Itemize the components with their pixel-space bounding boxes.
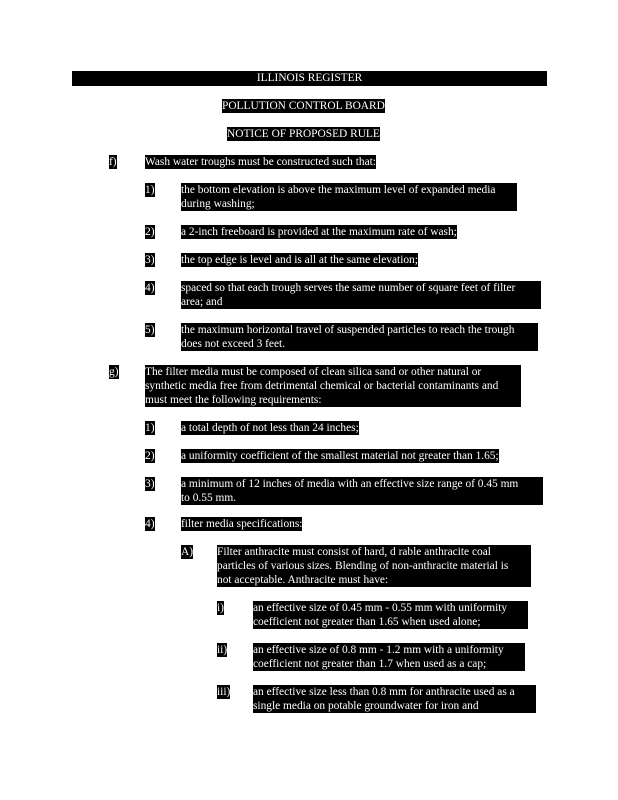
text-line: the bottom elevation is above the maximum level of expanded media (181, 184, 496, 196)
text-line: not acceptable. Anthracite must have: (217, 574, 389, 586)
f-item-1-text (181, 183, 517, 211)
section-g-label: g) (109, 366, 119, 378)
section-f-label: f) (109, 156, 117, 168)
g-item-3-label: 3) (145, 478, 155, 490)
text-line: does not exceed 3 feet. (181, 338, 286, 350)
sub-a-item-iii-label: iii) (217, 686, 231, 698)
header-rule (72, 85, 547, 86)
text-line: an effective size of 0.8 mm - 1.2 mm with a uniformity (253, 644, 504, 656)
f-item-4-text (181, 281, 541, 309)
text-line: a minimum of 12 inches of media with an effective size range of 0.45 mm (181, 478, 519, 490)
sub-a-item-ii-text (253, 643, 525, 671)
g-item-2-text: a uniformity coefficient of the smallest material not greater than 1.65; (181, 450, 499, 462)
g-item-4-text: filter media specifications: (181, 518, 303, 530)
f-item-3-label: 3) (145, 254, 155, 266)
section-g-text (145, 365, 521, 407)
f-item-1-label: 1) (145, 184, 155, 196)
f-item-2-text: a 2-inch freeboard is provided at the maximum rate of wash; (181, 226, 457, 238)
text-line: must meet the following requirements: (145, 394, 322, 406)
section-f-text: Wash water troughs must be constructed such that: (145, 156, 376, 168)
text-line: during washing; (181, 198, 255, 210)
sub-a-label: A) (181, 546, 194, 558)
sub-a-item-iii-text (253, 685, 536, 713)
g-item-1-text: a total depth of not less than 24 inches; (181, 422, 359, 434)
f-item-5-label: 5) (145, 324, 155, 336)
board-title: POLLUTION CONTROL BOARD (222, 100, 385, 112)
g-item-3-text (181, 477, 543, 505)
sub-a-item-i-text (253, 601, 528, 629)
f-item-3-text: the top edge is level and is all at the same elevation; (181, 254, 418, 266)
register-title: ILLINOIS REGISTER (72, 71, 547, 85)
sub-a-item-ii-label: ii) (217, 644, 228, 656)
g-item-2-label: 2) (145, 450, 155, 462)
text-line: Filter anthracite must consist of hard, d rable anthracite coal (217, 546, 491, 558)
g-item-4-label: 4) (145, 518, 155, 530)
text-line: spaced so that each trough serves the same number of square feet of filter (181, 282, 516, 294)
text-line: coefficient not greater than 1.65 when used alone; (253, 616, 481, 628)
notice-title: NOTICE OF PROPOSED RULE (227, 128, 380, 140)
sub-a-text (217, 545, 531, 587)
g-item-1-label: 1) (145, 422, 155, 434)
f-item-4-label: 4) (145, 282, 155, 294)
text-line: The filter media must be composed of clean silica sand or other natural or (145, 366, 482, 378)
text-line: single media on potable groundwater for iron and (253, 700, 479, 712)
text-line: particles of various sizes. Blending of non-anthracite material is (217, 560, 509, 572)
text-line: an effective size of 0.45 mm - 0.55 mm with uniformity (253, 602, 508, 614)
text-line: to 0.55 mm. (181, 492, 237, 504)
text-line: coefficient not greater than 1.7 when used as a cap; (253, 658, 487, 670)
f-item-5-text (181, 323, 538, 351)
sub-a-item-i-label: i) (217, 602, 224, 614)
text-line: area; and (181, 296, 223, 308)
text-line: synthetic media free from detrimental chemical or bacterial contaminants and (145, 380, 499, 392)
text-line: an effective size less than 0.8 mm for anthracite used as a (253, 686, 515, 698)
f-item-2-label: 2) (145, 226, 155, 238)
text-line: the maximum horizontal travel of suspended particles to reach the trough (181, 324, 515, 336)
